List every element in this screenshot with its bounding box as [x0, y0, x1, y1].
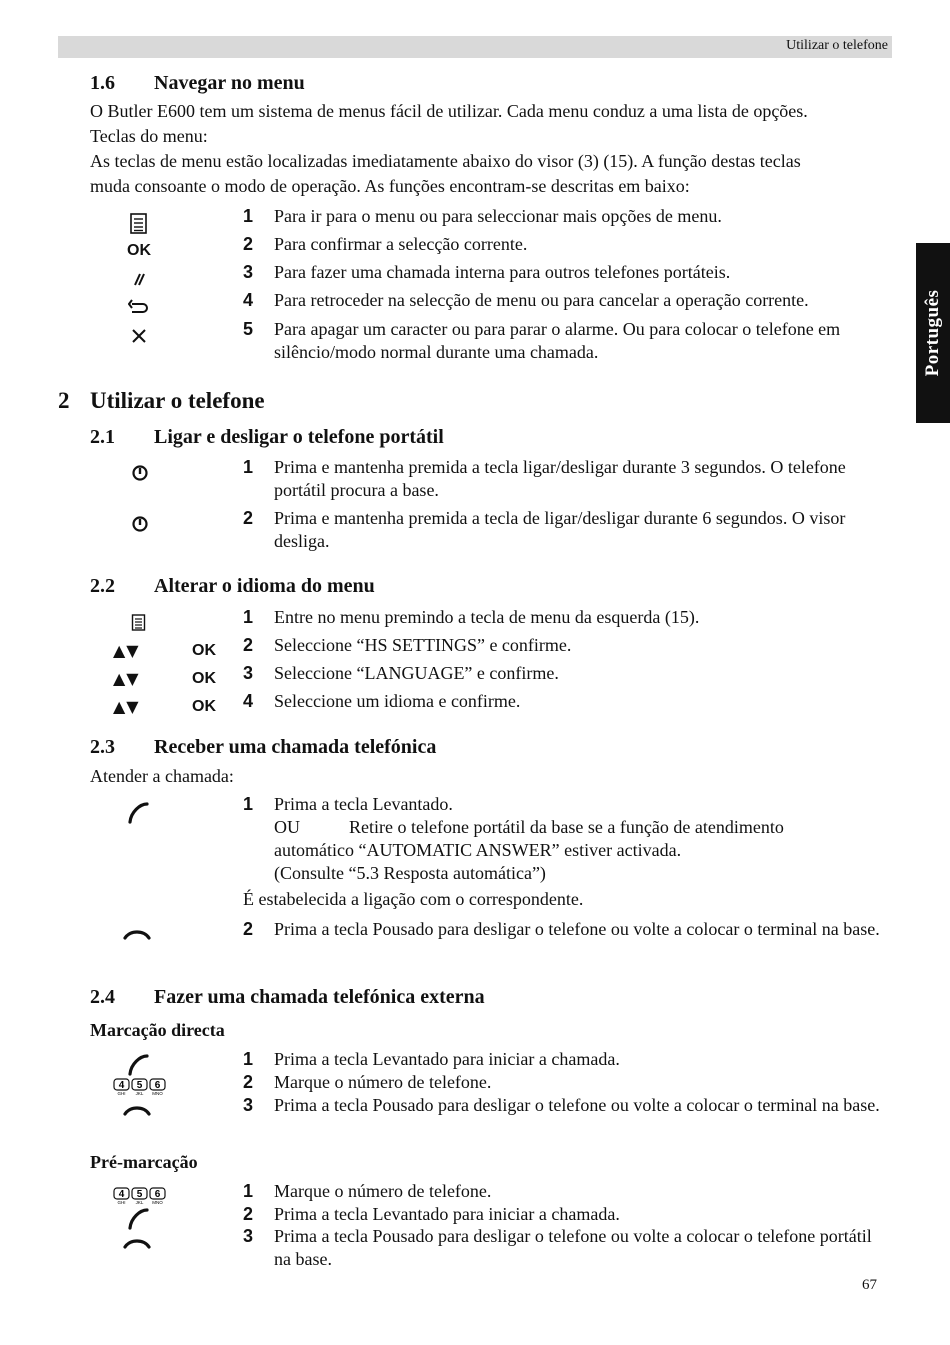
item-number: 2	[243, 234, 254, 254]
item-text: Seleccione um idioma e confirme.	[274, 691, 521, 711]
item-text: Para fazer uma chamada interna para outros telefones portáteis.	[274, 262, 731, 282]
item-number: 5	[243, 319, 254, 339]
intro-line: O Butler E600 tem um sistema de menus fácil de utilizar. Cada menu conduz a uma lista de opções.	[90, 101, 808, 121]
item-number: 1	[243, 457, 254, 477]
phone-off-hook-icon	[125, 1207, 149, 1231]
item-text: Prima a tecla Levantado para iniciar a chamada.	[274, 1049, 620, 1069]
item-number: 2	[243, 919, 254, 939]
item-number: 2	[243, 508, 254, 528]
language-side-tab-label: Português	[922, 289, 943, 377]
power-key-icon	[131, 515, 155, 539]
keypad-digits-icon	[113, 1078, 167, 1096]
item-text: Prima a tecla Pousado para desligar o telefone ou volte a colocar o terminal na base.	[274, 1095, 880, 1115]
section-2-2-heading	[90, 575, 375, 598]
item-number: 1	[243, 1181, 254, 1201]
section-number: 2.4	[90, 986, 115, 1008]
ok-key-icon: OK	[192, 698, 216, 715]
section-number: 2.2	[90, 575, 115, 597]
back-arrow-icon	[128, 297, 152, 321]
result-note: É estabelecida a ligação com o correspondente.	[243, 889, 584, 909]
section-2-3-heading	[90, 736, 437, 759]
item-text: Entre no menu premindo a tecla de menu da esquerda (15).	[274, 607, 700, 627]
item-text-line: automático “AUTOMATIC ANSWER” estiver activada.	[274, 840, 682, 860]
item-text-line: Retire o telefone portátil da base se a função de atendimento	[349, 817, 784, 837]
section-title: Ligar e desligar o telefone portátil	[154, 426, 444, 448]
keypad-key-label: 6	[154, 1189, 161, 1200]
intro-line: Atender a chamada:	[90, 766, 234, 786]
item-text: Prima a tecla Pousado para desligar o telefone ou volte a colocar o telefone portátil na base.	[274, 1226, 872, 1269]
language-side-tab	[916, 243, 950, 423]
intro-line: muda consoante o modo de operação. As funções encontram-se descritas em baixo:	[90, 176, 690, 196]
section-1-6-heading	[90, 72, 305, 95]
item-number: 3	[243, 262, 254, 282]
item-number: 3	[243, 663, 254, 683]
section-number: 2.1	[90, 426, 115, 448]
item-number: 1	[243, 1049, 254, 1069]
up-down-arrows-icon: ▲▼	[113, 697, 140, 716]
item-text: Para apagar um caracter ou para parar o alarme. Ou para colocar o telefone em silêncio/modo normal durante uma chamada.	[274, 319, 841, 362]
section-number: 2.3	[90, 736, 115, 758]
subsection-heading: Pré-marcação	[90, 1152, 198, 1172]
intro-line: As teclas de menu estão localizadas imediatamente abaixo do visor (3) (15). A função destas teclas	[90, 151, 801, 171]
menu-list-icon	[131, 614, 155, 638]
intercom-icon	[131, 270, 155, 294]
item-number: 1	[243, 206, 254, 226]
item-text: Seleccione “LANGUAGE” e confirme.	[274, 663, 559, 683]
keypad-letters-label: JKL	[135, 1200, 144, 1205]
or-label: OU	[274, 817, 300, 837]
keypad-key-label: 6	[154, 1080, 161, 1091]
item-number: 3	[243, 1226, 254, 1246]
up-down-arrows-icon: ▲▼	[113, 669, 140, 688]
phone-off-hook-icon	[125, 800, 149, 824]
item-number: 2	[243, 635, 254, 655]
keypad-key-label: 5	[136, 1080, 143, 1091]
item-number: 1	[243, 794, 254, 814]
keypad-letters-label: GHI	[117, 1091, 126, 1096]
section-title: Receber uma chamada telefónica	[154, 736, 437, 758]
item-number: 2	[243, 1072, 254, 1092]
item-text: Para ir para o menu ou para seleccionar mais opções de menu.	[274, 206, 722, 226]
item-text: Seleccione “HS SETTINGS” e confirme.	[274, 635, 572, 655]
item-text	[274, 793, 884, 885]
item-text: Para retroceder na selecção de menu ou para cancelar a operação corrente.	[274, 290, 809, 310]
item-text-line: (Consulte “5.3 Resposta automática”)	[274, 863, 546, 883]
section-title: Fazer uma chamada telefónica externa	[154, 986, 485, 1008]
item-text: Prima a tecla Levantado para iniciar a chamada.	[274, 1204, 620, 1224]
section-number: 1.6	[90, 72, 115, 94]
intro-line: Teclas do menu:	[90, 126, 208, 146]
item-number: 4	[243, 691, 254, 711]
subsection-heading: Marcação directa	[90, 1020, 225, 1040]
item-text: Marque o número de telefone.	[274, 1181, 492, 1201]
ok-key-icon: OK	[127, 242, 151, 259]
chapter-title: Utilizar o telefone	[90, 388, 265, 413]
item-number: 4	[243, 290, 254, 310]
item-text: Marque o número de telefone.	[274, 1072, 492, 1092]
section-title: Alterar o idioma do menu	[154, 575, 375, 597]
phone-on-hook-icon	[122, 924, 146, 948]
keypad-key-label: 4	[118, 1080, 125, 1091]
section-2-4-heading	[90, 986, 485, 1009]
item-text: Prima a tecla Pousado para desligar o telefone ou volte a colocar o terminal na base.	[274, 919, 880, 939]
keypad-key-label: 4	[118, 1189, 125, 1200]
keypad-digits-icon	[113, 1187, 167, 1205]
phone-off-hook-icon	[125, 1053, 149, 1077]
phone-on-hook-icon	[122, 1101, 146, 1125]
ok-key-icon: OK	[192, 670, 216, 687]
keypad-letters-label: MNO	[152, 1091, 163, 1096]
item-text: Para confirmar a selecção corrente.	[274, 234, 528, 254]
up-down-arrows-icon: ▲▼	[113, 641, 140, 660]
keypad-letters-label: MNO	[152, 1200, 163, 1205]
keypad-letters-label: GHI	[117, 1200, 126, 1205]
item-number: 2	[243, 1204, 254, 1224]
chapter-number: 2	[58, 388, 70, 413]
phone-on-hook-icon	[122, 1234, 146, 1258]
item-number: 3	[243, 1095, 254, 1115]
item-text: Prima e mantenha premida a tecla ligar/desligar durante 3 segundos. O telefone portátil procura a base.	[274, 457, 846, 500]
page-number: 67	[862, 1277, 877, 1293]
section-title: Navegar no menu	[154, 72, 305, 94]
item-text: Prima e mantenha premida a tecla de ligar/desligar durante 6 segundos. O visor desliga.	[274, 508, 846, 551]
running-header-title: Utilizar o telefone	[786, 38, 888, 53]
power-key-icon	[131, 464, 155, 488]
running-header	[58, 36, 892, 58]
keypad-key-label: 5	[136, 1189, 143, 1200]
close-icon	[130, 327, 154, 351]
item-text-line: Prima a tecla Levantado.	[274, 794, 453, 814]
section-2-1-heading	[90, 426, 444, 449]
ok-key-icon: OK	[192, 642, 216, 659]
menu-list-icon	[129, 213, 153, 237]
keypad-letters-label: JKL	[135, 1091, 144, 1096]
item-number: 1	[243, 607, 254, 627]
